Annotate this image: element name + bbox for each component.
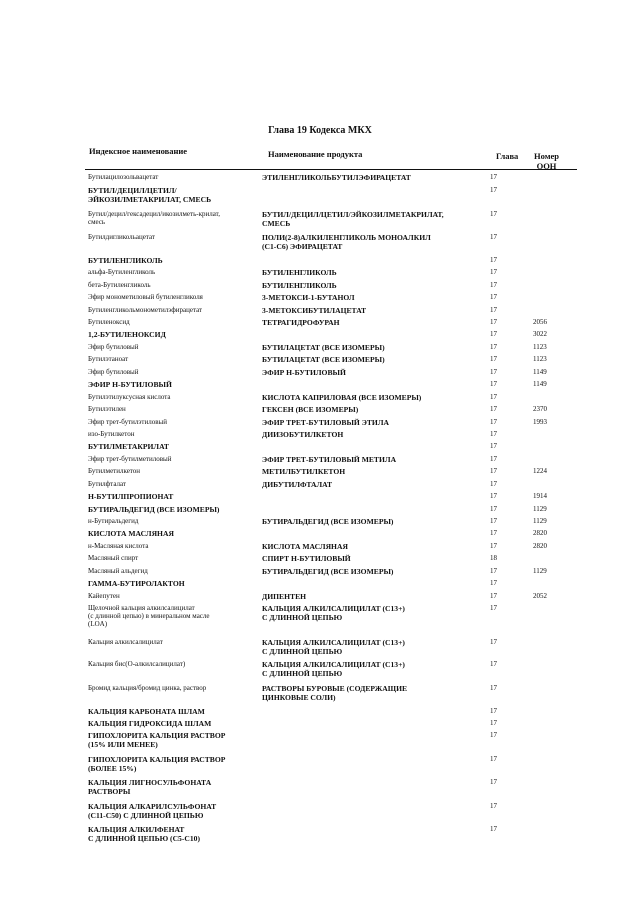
index-name-cell: БУТИРАЛЬДЕГИД (ВСЕ ИЗОМЕРЫ) bbox=[88, 505, 220, 514]
chapter-cell: 17 bbox=[490, 256, 497, 264]
index-name-cell: изо-Бутилкетон bbox=[88, 430, 135, 438]
chapter-cell: 17 bbox=[490, 343, 497, 351]
index-name-cell: БУТИЛМЕТАКРИЛАТ bbox=[88, 442, 169, 451]
product-name-cell: КАЛЬЦИЯ АЛКИЛСАЛИЦИЛАТ (С13+) С ДЛИННОЙ ЦЕПЬЮ bbox=[262, 638, 405, 656]
un-number-cell: 2056 bbox=[533, 318, 547, 326]
chapter-cell: 17 bbox=[490, 529, 497, 537]
chapter-cell: 17 bbox=[490, 430, 497, 438]
index-name-cell: Кальция алкилсалицилат bbox=[88, 638, 163, 646]
product-name-cell: БУТИРАЛЬДЕГИД (ВСЕ ИЗОМЕРЫ) bbox=[262, 567, 394, 576]
index-name-cell: КАЛЬЦИЯ ГИДРОКСИДА ШЛАМ bbox=[88, 719, 212, 728]
chapter-cell: 17 bbox=[490, 268, 497, 276]
chapter-cell: 17 bbox=[490, 567, 497, 575]
chapter-cell: 17 bbox=[490, 492, 497, 500]
chapter-cell: 17 bbox=[490, 281, 497, 289]
product-name-cell: КИСЛОТА МАСЛЯНАЯ bbox=[262, 542, 348, 551]
product-name-cell: СПИРТ Н-БУТИЛОВЫЙ bbox=[262, 554, 351, 563]
product-name-cell: ДИИЗОБУТИЛКЕТОН bbox=[262, 430, 344, 439]
chapter-cell: 17 bbox=[490, 467, 497, 475]
index-name-cell: Эфир монометиловый бутиленгликоля bbox=[88, 293, 203, 301]
index-name-cell: альфа-Бутиленгликоль bbox=[88, 268, 156, 276]
product-name-cell: БУТИРАЛЬДЕГИД (ВСЕ ИЗОМЕРЫ) bbox=[262, 517, 394, 526]
chapter-cell: 17 bbox=[490, 186, 497, 194]
index-name-cell: Кальция бис(О-алкилсалицилат) bbox=[88, 660, 186, 668]
un-number-cell: 2052 bbox=[533, 592, 547, 600]
product-name-cell: ЭФИР Н-БУТИЛОВЫЙ bbox=[262, 368, 346, 377]
index-name-cell: Эфир трет-бутилэтиловый bbox=[88, 418, 167, 426]
product-name-cell: БУТИЛ/ДЕЦИЛ/ЦЕТИЛ/ЭЙКОЗИЛМЕТАКРИЛАТ, СМЕСЬ bbox=[262, 210, 444, 228]
chapter-cell: 17 bbox=[490, 318, 497, 326]
index-name-cell: н-Масляная кислота bbox=[88, 542, 149, 550]
chapter-cell: 17 bbox=[490, 731, 497, 739]
chapter-cell: 17 bbox=[490, 517, 497, 525]
un-number-cell: 1149 bbox=[533, 380, 547, 388]
chapter-cell: 17 bbox=[490, 368, 497, 376]
chapter-cell: 17 bbox=[490, 684, 497, 692]
index-name-cell: Эфир бутиловый bbox=[88, 343, 139, 351]
index-name-cell: ГИПОХЛОРИТА КАЛЬЦИЯ РАСТВОР (БОЛЕЕ 15%) bbox=[88, 755, 226, 773]
chapter-cell: 17 bbox=[490, 480, 497, 488]
index-name-cell: 1,2-БУТИЛЕНОКСИД bbox=[88, 330, 166, 339]
chapter-cell: 17 bbox=[490, 173, 497, 181]
index-name-cell: Бутилдигликольацетат bbox=[88, 233, 155, 241]
index-name-cell: Масляный спирт bbox=[88, 554, 139, 562]
chapter-cell: 17 bbox=[490, 542, 497, 550]
index-name-cell: КИСЛОТА МАСЛЯНАЯ bbox=[88, 529, 174, 538]
index-name-cell: Эфир трет-бутилметиловый bbox=[88, 455, 172, 463]
product-name-cell: КАЛЬЦИЯ АЛКИЛСАЛИЦИЛАТ (С13+) С ДЛИННОЙ ЦЕПЬЮ bbox=[262, 660, 405, 678]
index-name-cell: Бутилацилозольвацетат bbox=[88, 173, 159, 181]
product-name-cell: БУТИЛАЦЕТАТ (ВСЕ ИЗОМЕРЫ) bbox=[262, 343, 385, 352]
header-un-number: Номер ООН bbox=[534, 151, 559, 171]
un-number-cell: 1993 bbox=[533, 418, 547, 426]
chapter-cell: 17 bbox=[490, 719, 497, 727]
index-name-cell: БУТИЛЕНГЛИКОЛЬ bbox=[88, 256, 163, 265]
index-name-cell: бета-Бутиленгликоль bbox=[88, 281, 151, 289]
index-name-cell: Эфир бутиловый bbox=[88, 368, 139, 376]
chapter-cell: 17 bbox=[490, 455, 497, 463]
product-name-cell: МЕТИЛБУТИЛКЕТОН bbox=[262, 467, 346, 476]
product-name-cell: ЭФИР ТРЕТ-БУТИЛОВЫЙ ЭТИЛА bbox=[262, 418, 389, 427]
product-name-cell: ДИБУТИЛФТАЛАТ bbox=[262, 480, 333, 489]
chapter-cell: 17 bbox=[490, 380, 497, 388]
index-name-cell: КАЛЬЦИЯ АЛКАРИЛСУЛЬФОНАТ (С11-С50) С ДЛИННОЙ ЦЕПЬЮ bbox=[88, 802, 217, 820]
chapter-cell: 17 bbox=[490, 825, 497, 833]
chapter-cell: 17 bbox=[490, 418, 497, 426]
index-name-cell: ГАММА-БУТИРОЛАКТОН bbox=[88, 579, 185, 588]
product-name-cell: ТЕТРАГИДРОФУРАН bbox=[262, 318, 340, 327]
index-name-cell: Бутилэтаноат bbox=[88, 355, 129, 363]
chapter-cell: 17 bbox=[490, 660, 497, 668]
index-name-cell: Масляный альдегид bbox=[88, 567, 148, 575]
chapter-cell: 17 bbox=[490, 306, 497, 314]
un-number-cell: 1129 bbox=[533, 505, 547, 513]
index-name-cell: Бутилэтилен bbox=[88, 405, 126, 413]
chapter-cell: 17 bbox=[490, 778, 497, 786]
chapter-cell: 17 bbox=[490, 707, 497, 715]
un-number-cell: 1123 bbox=[533, 355, 547, 363]
header-chapter: Глава bbox=[496, 151, 519, 161]
product-name-cell: ПОЛИ(2-8)АЛКИЛЕНГЛИКОЛЬ МОНОАЛКИЛ (С1-С6) ЭФИРАЦЕТАТ bbox=[262, 233, 431, 251]
chapter-cell: 17 bbox=[490, 293, 497, 301]
index-name-cell: КАЛЬЦИЯ КАРБОНАТА ШЛАМ bbox=[88, 707, 205, 716]
chapter-cell: 17 bbox=[490, 505, 497, 513]
chapter-cell: 18 bbox=[490, 554, 497, 562]
index-name-cell: Бутиленоксид bbox=[88, 318, 130, 326]
product-name-cell: КАЛЬЦИЯ АЛКИЛСАЛИЦИЛАТ (С13+) С ДЛИННОЙ ЦЕПЬЮ bbox=[262, 604, 405, 622]
index-name-cell: Бромид кальция/бромид цинка, раствор bbox=[88, 684, 207, 692]
chapter-cell: 17 bbox=[490, 604, 497, 612]
index-name-cell: Бутилфталат bbox=[88, 480, 126, 488]
un-number-cell: 2820 bbox=[533, 542, 547, 550]
product-name-cell: 3-МЕТОКСИБУТИЛАЦЕТАТ bbox=[262, 306, 367, 315]
product-name-cell: БУТИЛЕНГЛИКОЛЬ bbox=[262, 268, 337, 277]
chapter-cell: 17 bbox=[490, 755, 497, 763]
chapter-cell: 17 bbox=[490, 393, 497, 401]
un-number-cell: 2820 bbox=[533, 529, 547, 537]
index-name-cell: КАЛЬЦИЯ АЛКИЛФЕНАТ С ДЛИННОЙ ЦЕПЬЮ (С5-С10) bbox=[88, 825, 200, 843]
product-name-cell: 3-МЕТОКСИ-1-БУТАНОЛ bbox=[262, 293, 355, 302]
index-name-cell: Щелочной кальция алкилсалицилат (с длинной цепью) в минеральном масле (LOA) bbox=[88, 604, 210, 628]
product-name-cell: КИСЛОТА КАПРИЛОВАЯ (ВСЕ ИЗОМЕРЫ) bbox=[262, 393, 422, 402]
index-name-cell: ЭФИР Н-БУТИЛОВЫЙ bbox=[88, 380, 172, 389]
chapter-cell: 17 bbox=[490, 405, 497, 413]
chapter-cell: 17 bbox=[490, 802, 497, 810]
index-name-cell: КАЛЬЦИЯ ЛИГНОСУЛЬФОНАТА РАСТВОРЫ bbox=[88, 778, 212, 796]
chapter-cell: 17 bbox=[490, 233, 497, 241]
index-name-cell: н-Бутиральдегид bbox=[88, 517, 139, 525]
page-title: Глава 19 Кодекса МКХ bbox=[268, 125, 372, 136]
index-name-cell: Бутил/децил/гексадецил/икозилметь-крилат, смесь bbox=[88, 210, 220, 226]
un-number-cell: 1914 bbox=[533, 492, 547, 500]
chapter-cell: 17 bbox=[490, 210, 497, 218]
product-name-cell: ЭФИР ТРЕТ-БУТИЛОВЫЙ МЕТИЛА bbox=[262, 455, 397, 464]
chapter-cell: 17 bbox=[490, 442, 497, 450]
product-name-cell: ДИПЕНТЕН bbox=[262, 592, 307, 601]
un-number-cell: 1123 bbox=[533, 343, 547, 351]
index-name-cell: Н-БУТИЛПРОПИОНАТ bbox=[88, 492, 174, 501]
chapter-cell: 17 bbox=[490, 638, 497, 646]
product-name-cell: РАСТВОРЫ БУРОВЫЕ (СОДЕРЖАЩИЕ ЦИНКОВЫЕ СОЛИ) bbox=[262, 684, 408, 702]
un-number-cell: 3022 bbox=[533, 330, 547, 338]
chapter-cell: 17 bbox=[490, 355, 497, 363]
chapter-cell: 17 bbox=[490, 579, 497, 587]
product-name-cell: БУТИЛЕНГЛИКОЛЬ bbox=[262, 281, 337, 290]
index-name-cell: Бутиленгликольмонометилэфирацетат bbox=[88, 306, 203, 314]
chapter-cell: 17 bbox=[490, 330, 497, 338]
un-number-cell: 1224 bbox=[533, 467, 547, 475]
chapter-cell: 17 bbox=[490, 592, 497, 600]
product-name-cell: БУТИЛАЦЕТАТ (ВСЕ ИЗОМЕРЫ) bbox=[262, 355, 385, 364]
index-name-cell: ГИПОХЛОРИТА КАЛЬЦИЯ РАСТВОР (15% ИЛИ МЕНЕЕ) bbox=[88, 731, 226, 749]
un-number-cell: 1149 bbox=[533, 368, 547, 376]
un-number-cell: 2370 bbox=[533, 405, 547, 413]
header-index-name: Индексное наименование bbox=[89, 146, 188, 156]
product-name-cell: ГЕКСЕН (ВСЕ ИЗОМЕРЫ) bbox=[262, 405, 359, 414]
un-number-cell: 1129 bbox=[533, 517, 547, 525]
index-name-cell: Бутилэтилуксусная кислота bbox=[88, 393, 171, 401]
index-name-cell: БУТИЛ/ДЕЦИЛ/ЦЕТИЛ/ ЭЙКОЗИЛМЕТАКРИЛАТ, СМЕСЬ bbox=[88, 186, 212, 204]
index-name-cell: Кайепутен bbox=[88, 592, 120, 600]
product-name-cell: ЭТИЛЕНГЛИКОЛЬБУТИЛЭФИРАЦЕТАТ bbox=[262, 173, 411, 182]
index-name-cell: Бутилметилкетон bbox=[88, 467, 141, 475]
un-number-cell: 1129 bbox=[533, 567, 547, 575]
header-product-name: Наименование продукта bbox=[268, 149, 363, 159]
